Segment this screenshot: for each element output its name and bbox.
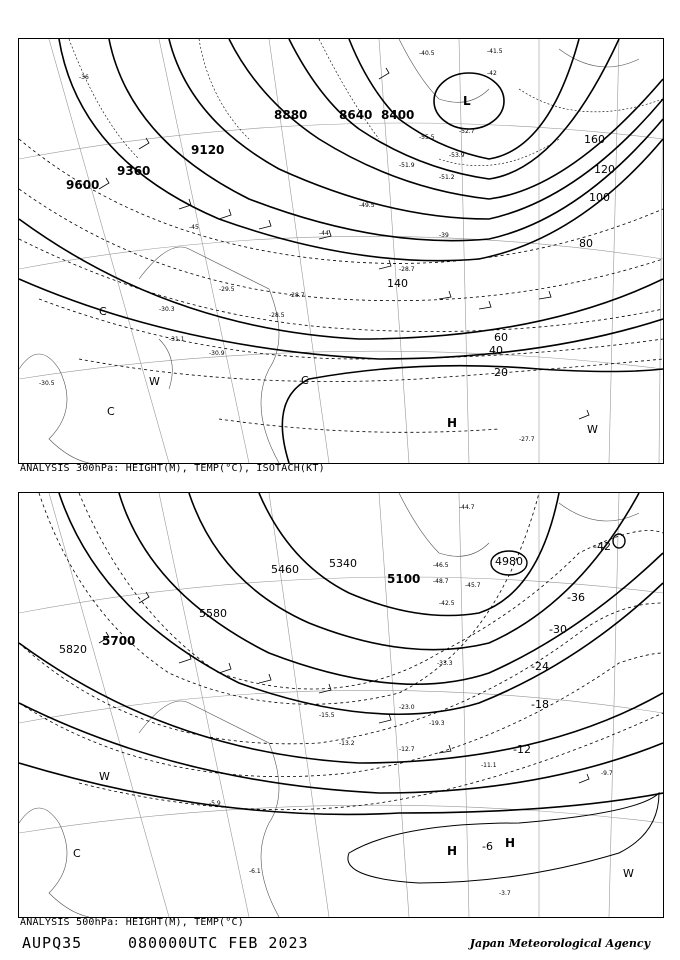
- caption-500hpa: ANALYSIS 500hPa: HEIGHT(M), TEMP(°C): [20, 917, 244, 928]
- temp-value: -13.2: [339, 740, 355, 747]
- isotach-label-20: 20: [494, 366, 508, 379]
- isotach-lines: [19, 139, 663, 432]
- temp-value: -5.9: [209, 800, 221, 807]
- temp-value: -53.9: [449, 152, 465, 159]
- temp-value: -3.7: [499, 890, 511, 897]
- temp-value: -40.5: [419, 50, 435, 57]
- height-label-8880: 8880: [274, 108, 308, 122]
- coastline: [19, 39, 639, 463]
- temp-contour-label: -24: [531, 660, 549, 673]
- temp-value: -52.7: [459, 128, 475, 135]
- height-label-5580: 5580: [199, 607, 227, 620]
- temp-value: -41.5: [487, 48, 503, 55]
- temp-value: -11.1: [481, 762, 497, 769]
- height-label-5700: 5700: [102, 634, 136, 648]
- map-300hpa-svg: [19, 39, 663, 463]
- cold-marker: C: [73, 847, 81, 860]
- temp-value: -12.7: [399, 746, 415, 753]
- isotach-label-80: 80: [579, 237, 593, 250]
- temp-value: -27.7: [519, 436, 535, 443]
- isotach-label-160: 160: [584, 133, 605, 146]
- graticule: [19, 39, 663, 463]
- height-label-9360: 9360: [117, 164, 151, 178]
- station-values: [209, 504, 613, 897]
- temp-value: -28.7: [289, 292, 305, 299]
- height-label-5820: 5820: [59, 643, 87, 656]
- temp-value: -28.7: [399, 266, 415, 273]
- temp-value: -45.7: [465, 582, 481, 589]
- temp-value: -28.5: [269, 312, 285, 319]
- temp-value: -39: [439, 232, 449, 239]
- height-label-4980: 4980: [495, 555, 523, 568]
- analysis-500hpa-map: [18, 492, 664, 918]
- isotach-label-60: 60: [494, 331, 508, 344]
- temp-contour-label: -36: [567, 591, 585, 604]
- analysis-300hpa-map: [18, 38, 664, 464]
- temp-value: -6.1: [249, 868, 261, 875]
- temp-value: -44.7: [459, 504, 475, 511]
- temp-value: -36: [79, 74, 89, 81]
- temp-value: -30.3: [159, 306, 175, 313]
- temp-value: -23.0: [399, 704, 415, 711]
- height-contours: [19, 493, 663, 814]
- temp-value: -48.7: [433, 578, 449, 585]
- warm-marker: W: [623, 867, 634, 880]
- temp-contour-label: -12: [513, 743, 531, 756]
- temp-value: -19.3: [429, 720, 445, 727]
- warm-marker: W: [99, 770, 110, 783]
- high-center-label: H: [447, 844, 458, 858]
- height-label-9600: 9600: [66, 178, 100, 192]
- high-center-label: H: [505, 836, 516, 850]
- height-label-5460: 5460: [271, 563, 299, 576]
- temp-value: -29.5: [219, 286, 235, 293]
- cold-marker: C: [301, 374, 309, 387]
- temp-contour-label: -6: [482, 840, 493, 853]
- agency-name: Japan Meteorological Agency: [469, 937, 650, 950]
- caption-300hpa: ANALYSIS 300hPa: HEIGHT(M), TEMP(°C), ISOTACH(KT): [20, 463, 325, 474]
- high-center-label: H: [447, 416, 458, 430]
- temp-contour-label: -30: [549, 623, 567, 636]
- height-contours: [19, 39, 663, 463]
- small-low-contour: [613, 534, 625, 548]
- warm-marker: W: [149, 375, 160, 388]
- temp-value: -42.5: [439, 600, 455, 607]
- temp-value: -33.3: [437, 660, 453, 667]
- height-label-5340: 5340: [329, 557, 357, 570]
- temp-value: -55.5: [419, 134, 435, 141]
- temp-value: -30.9: [209, 350, 225, 357]
- warm-marker: W: [587, 423, 598, 436]
- temp-contour-label: -42: [593, 540, 611, 553]
- temp-value: -51.2: [439, 174, 455, 181]
- temp-value: -44: [319, 230, 329, 237]
- cold-marker: C: [107, 405, 115, 418]
- temp-value: -49.5: [359, 202, 375, 209]
- temp-value: -9.7: [601, 770, 613, 777]
- chart-code: AUPQ35: [22, 934, 83, 952]
- cold-marker: C: [99, 305, 107, 318]
- isotach-label-100: 100: [589, 191, 610, 204]
- height-label-9120: 9120: [191, 143, 225, 157]
- low-center-label: L: [463, 94, 471, 108]
- temp-value: -51.9: [399, 162, 415, 169]
- isotach-label-140: 140: [387, 277, 408, 290]
- height-label-5100: 5100: [387, 572, 421, 586]
- height-label-8640: 8640: [339, 108, 373, 122]
- temp-value: -15.5: [319, 712, 335, 719]
- temp-value: -31.1: [169, 336, 185, 343]
- temp-value: -30.5: [39, 380, 55, 387]
- isotach-label-40: 40: [489, 344, 503, 357]
- temp-value: -42: [487, 70, 497, 77]
- map-500hpa-svg: [19, 493, 663, 917]
- temp-contour-label: -18: [531, 698, 549, 711]
- temp-value: -45: [189, 224, 199, 231]
- height-label-8400: 8400: [381, 108, 415, 122]
- temp-value: -46.5: [433, 562, 449, 569]
- analysis-time: 080000UTC FEB 2023: [128, 934, 309, 952]
- high-region-contour: [348, 793, 659, 883]
- isotach-label-120: 120: [594, 163, 615, 176]
